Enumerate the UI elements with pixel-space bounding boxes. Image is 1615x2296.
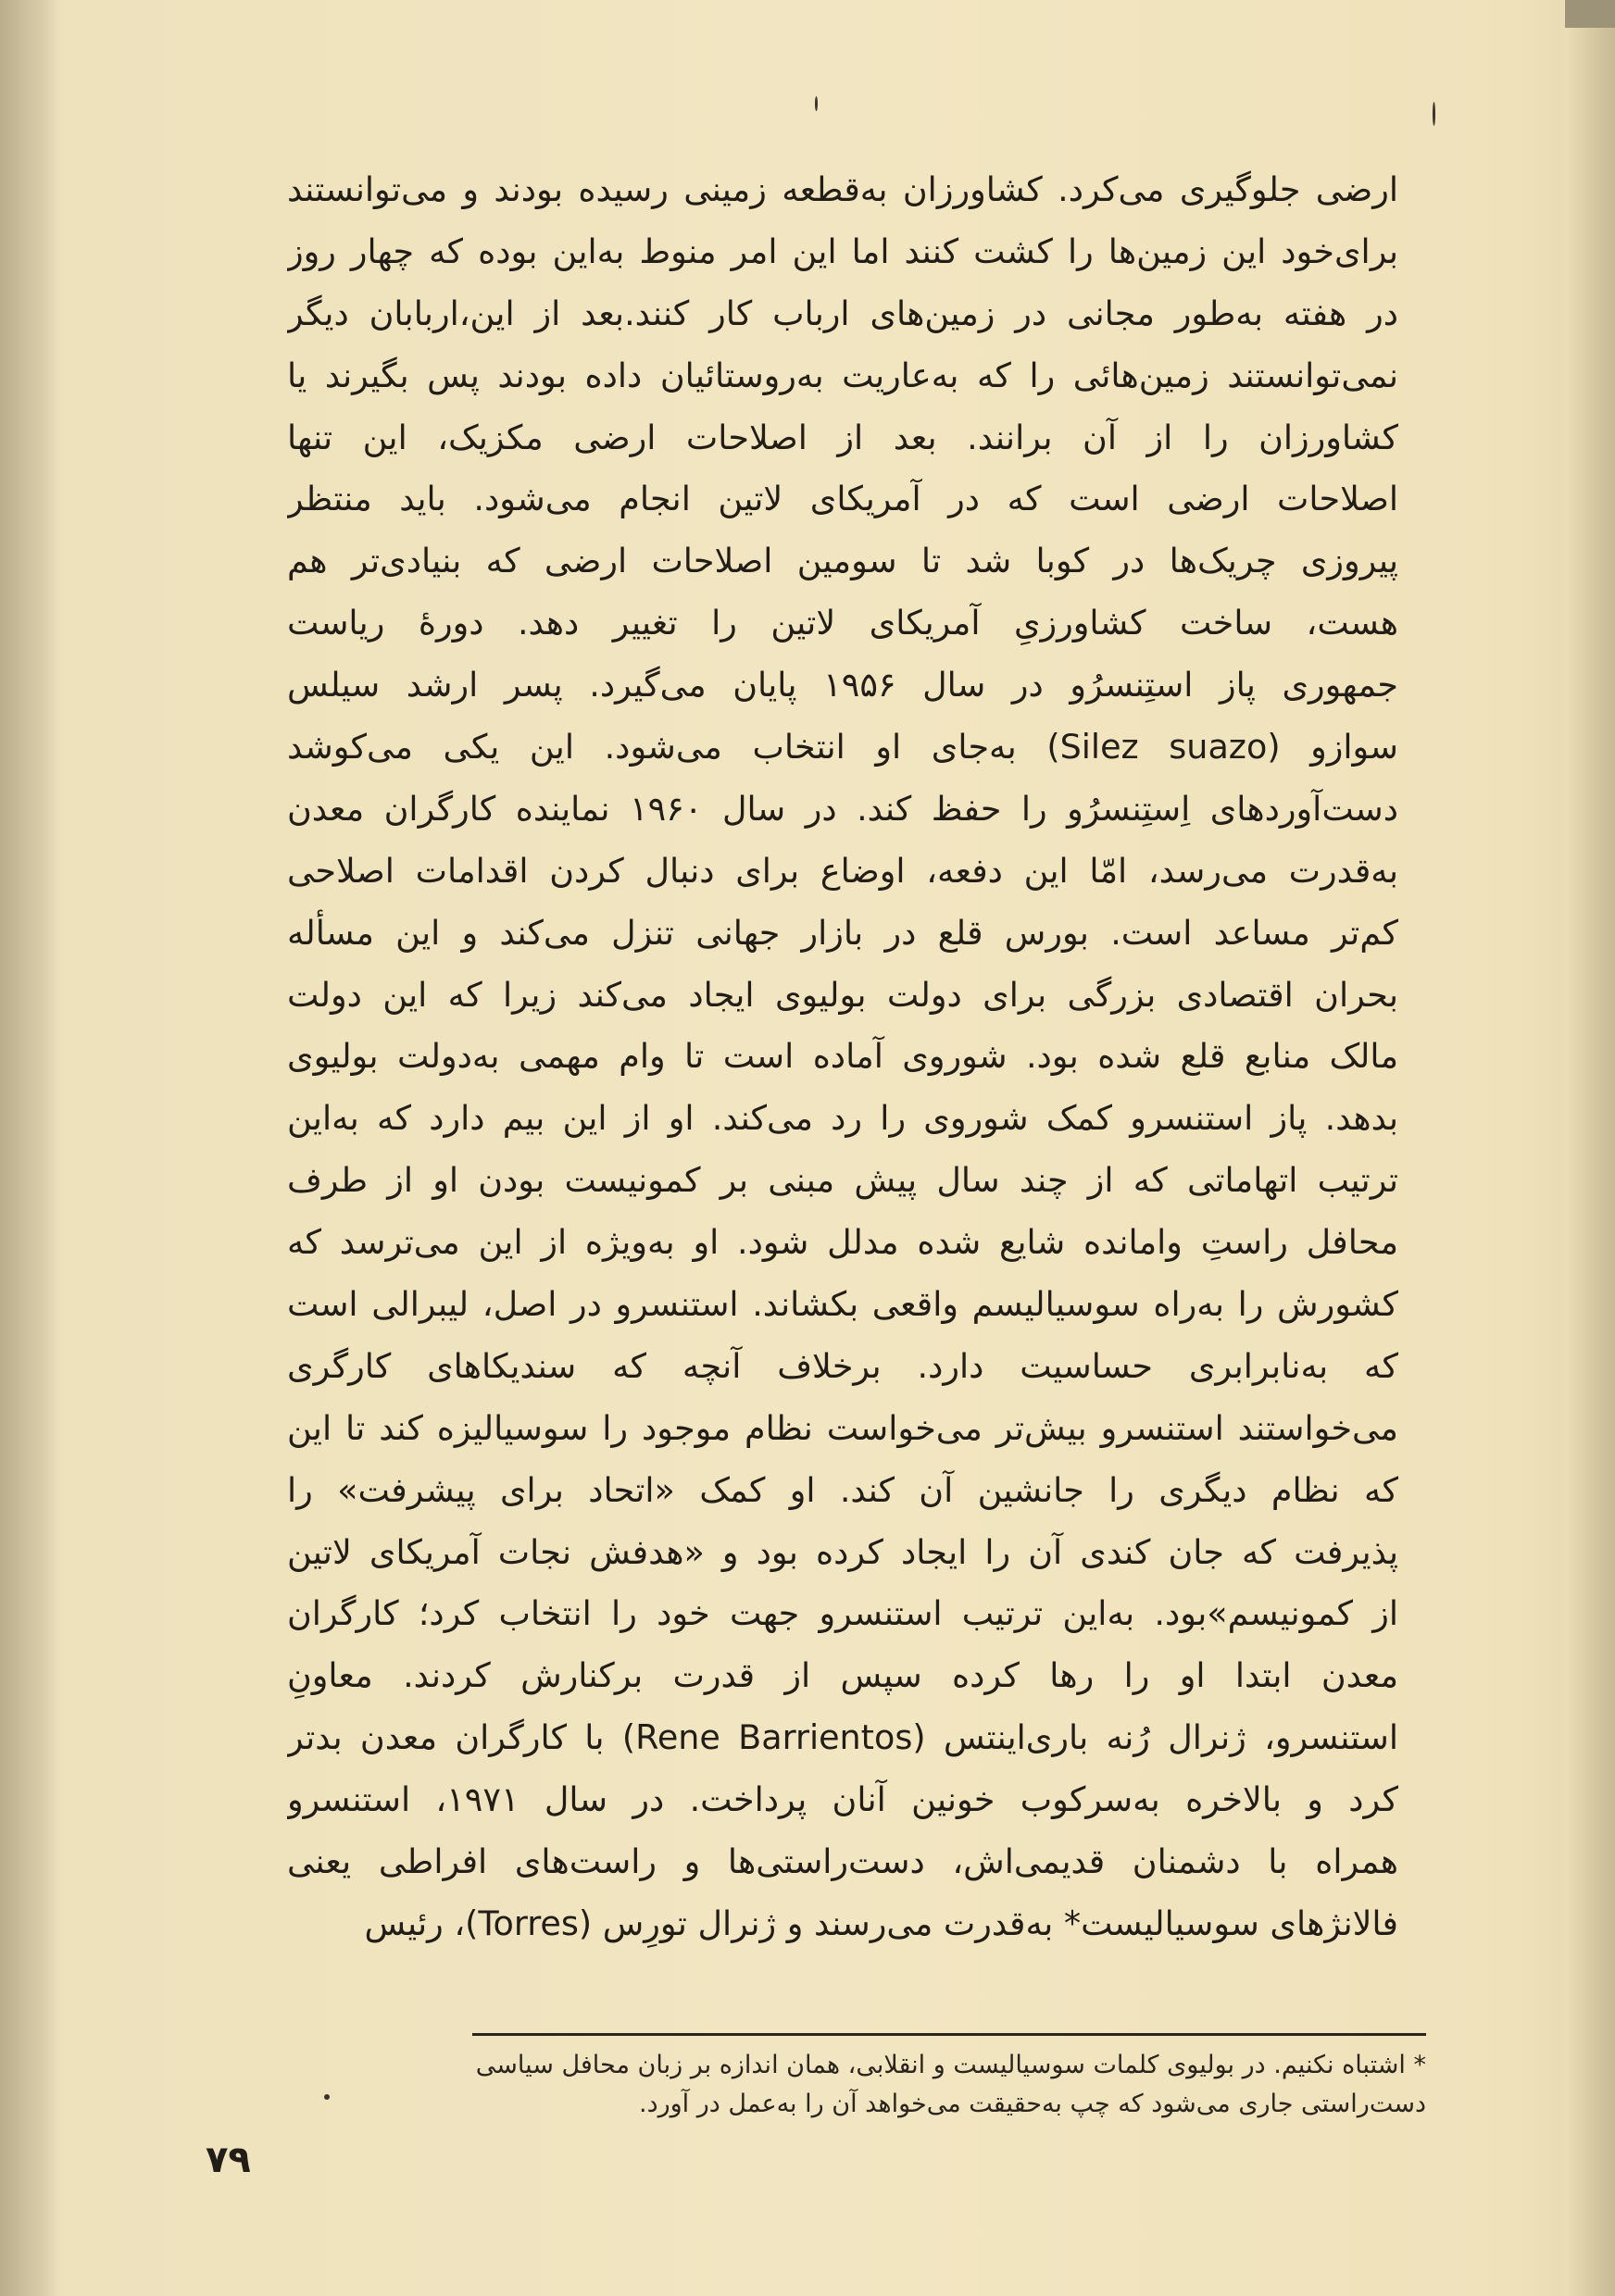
text-line: در هفته به‌طور مجانی در زمین‌های ارباب کار کنند.بعد از این،اربابان دیگر (287, 293, 1398, 333)
text-line: سوازو (Silez suazo) به‌جای او انتخاب می‌شود. این یکی می‌کوشد (287, 727, 1398, 767)
text-line: برای‌خود این زمین‌ها را کشت کنند اما این امر منوط به‌این بوده که چهار روز (287, 231, 1398, 271)
paper-speck (1433, 102, 1435, 126)
text-line: از کمونیسم»بود. به‌این ترتیب استنسرو جهت خود را انتخاب کرد؛ کارگران (287, 1593, 1398, 1634)
text-line: ترتیب اتهاماتی که از چند سال پیش مبنی بر کمونیست بودن او از طرف (287, 1160, 1398, 1201)
text-line: که به‌نابرابری حساسیت دارد. برخلاف آنچه که سندیکاهای کارگری (287, 1345, 1398, 1386)
text-line: معدن ابتدا او را رها کرده سپس از قدرت برکنارش کردند. معاونِ (287, 1655, 1398, 1696)
text-line: جمهوری پاز استِنسرُو در سال ۱۹۵۶ پایان می‌گیرد. پسر ارشد سیلس (287, 665, 1398, 705)
text-line: محافل راستِ وامانده شایع شده مدلل شود. او به‌ویژه از این می‌ترسد که (287, 1222, 1398, 1263)
text-line: استنسرو، ژنرال رُنه باری‌اینتس (Rene Barrientos) با کارگران معدن بدتر (287, 1717, 1398, 1758)
footnote (296, 2046, 1426, 2124)
text-line: کرد و بالاخره به‌سرکوب خونین آنان پرداخت. در سال ۱۹۷۱، استنسرو (287, 1779, 1398, 1820)
text-line: ارضی جلوگیری می‌کرد. کشاورزان به‌قطعه زمینی رسیده بودند و می‌توانستند (287, 169, 1398, 209)
text-line: پیروزی چریک‌ها در کوبا شد تا سومین اصلاحات ارضی که بنیادی‌تر هم (287, 541, 1398, 581)
text-line: می‌خواستند استنسرو بیش‌تر می‌خواست نظام موجود را سوسیالیزه کند تا این (287, 1407, 1398, 1448)
text-line: کشورش را به‌راه سوسیالیسم واقعی بکشاند. استنسرو در اصل، لیبرالی است (287, 1284, 1398, 1325)
text-line: بحران اقتصادی بزرگی برای دولت بولیوی ایجاد می‌کند زیرا که این دولت (287, 974, 1398, 1015)
page-shadow-left (0, 0, 57, 2296)
text-line: اصلاحات ارضی است که در آمریکای لاتین انجام می‌شود. باید منتظر (287, 479, 1398, 519)
footnote-separator (472, 2033, 1426, 2036)
page-number: ۷۹ (206, 2139, 251, 2181)
text-line: کشاورزان را از آن برانند. بعد از اصلاحات ارضی مکزیک، این تنها (287, 417, 1398, 457)
text-line: به‌قدرت می‌رسد، امّا این دفعه، اوضاع برای دنبال کردن اقدامات اصلاحی (287, 850, 1398, 891)
text-line: فالانژهای سوسیالیست* به‌قدرت می‌رسند و ژنرال تورِس (Torres)، رئیس (364, 1903, 1398, 1943)
text-line: همراه با دشمنان قدیمی‌اش، دست‌راستی‌ها و راست‌های افراطی یعنی (287, 1841, 1398, 1882)
text-line: کم‌تر مساعد است. بورس قلع در بازار جهانی تنزل می‌کند و این مسأله (287, 912, 1398, 953)
footnote-line: * اشتباه نکنیم. در بولیوی کلمات سوسیالیست و انقلابی، همان اندازه بر زبان محافل سیاسی (475, 2051, 1426, 2079)
page-shadow-right (1569, 0, 1615, 2296)
text-line: که نظام دیگری را جانشین آن کند. او کمک «اتحاد برای پیشرفت» را (287, 1469, 1398, 1510)
paper-speck (815, 96, 818, 111)
text-line: دست‌آوردهای اِستِنسرُو را حفظ کند. در سال ۱۹۶۰ نماینده کارگران معدن (287, 788, 1398, 829)
text-line: هست، ساخت کشاورزیِ آمریکای لاتین را تغییر دهد. دورهٔ ریاست (287, 603, 1398, 643)
text-line: نمی‌توانستند زمین‌هائی را که به‌عاریت به‌روستائیان داده بودند پس بگیرند یا (287, 355, 1398, 395)
text-line: پذیرفت که جان کندی آن را ایجاد کرده بود و «هدفش نجات آمریکای لاتین (287, 1531, 1398, 1572)
scan-edge-strip (1565, 0, 1615, 28)
footnote-line: دست‌راستی جاری می‌شود که چپ به‌حقیقت می‌خواهد آن را به‌عمل در آورد. (638, 2090, 1426, 2118)
body-text (287, 159, 1398, 1955)
text-line: مالک منابع قلع شده بود. شوروی آماده است تا وام مهمی به‌دولت بولیوی (287, 1036, 1398, 1077)
text-line: بدهد. پاز استنسرو کمک شوروی را رد می‌کند. او از این بیم دارد که به‌این (287, 1098, 1398, 1139)
